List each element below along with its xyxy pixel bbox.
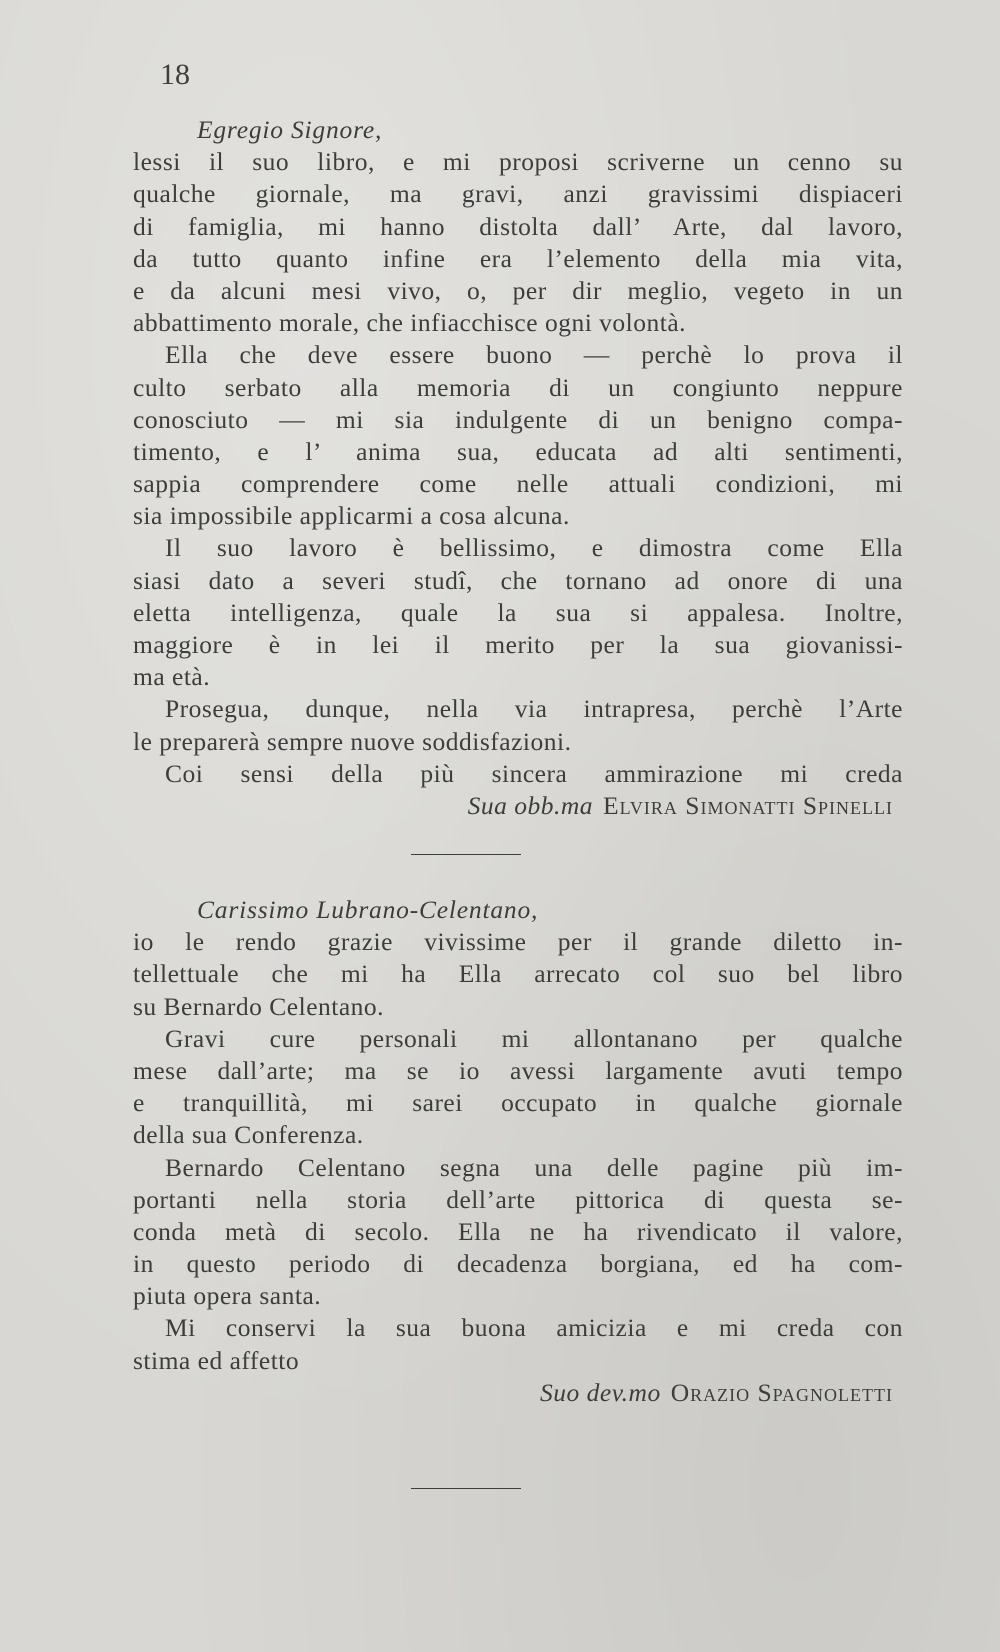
- text-line: Coi sensi della più sincera ammirazione mi creda: [165, 758, 903, 788]
- text-line: mese dall’arte; ma se io avessi largamente avuti tempo: [133, 1055, 903, 1085]
- letter-paragraph: [133, 926, 903, 1023]
- text-line: ma età.: [133, 662, 211, 692]
- text-line: della sua Conferenza.: [133, 1120, 364, 1150]
- text-line: sappia comprendere come nelle attuali condizioni, mi: [133, 469, 903, 499]
- letter-salutation: Egregio Signore,: [197, 115, 383, 144]
- text-line: sia impossibile applicarmi a cosa alcuna.: [133, 501, 570, 531]
- text-line: di famiglia, mi hanno distolta dall’ Arte, dal lavoro,: [133, 211, 903, 241]
- text-line: su Bernardo Celentano.: [133, 991, 385, 1021]
- text-line: e tranquillità, mi sarei occupato in qualche giornale: [133, 1088, 903, 1118]
- section-divider: [411, 854, 521, 855]
- text-line: Ella che deve essere buono — perchè lo prova il: [165, 340, 903, 370]
- text-line: Prosegua, dunque, nella via intrapresa, perchè l’Arte: [165, 694, 903, 724]
- text-line: da tutto quanto infine era l’elemento della mia vita,: [133, 243, 903, 273]
- text-line: portanti nella storia dell’arte pittorica di questa se-: [133, 1184, 903, 1214]
- signature-closing: Sua obb.ma: [467, 790, 593, 820]
- text-line: siasi dato a severi studî, che tornano ad onore di una: [133, 565, 903, 595]
- section-divider: [411, 1488, 521, 1489]
- signature-closing: Suo dev.mo: [540, 1377, 661, 1407]
- letter-paragraph: [133, 693, 903, 757]
- letter-paragraph: [133, 339, 903, 532]
- letter-simonatti: [133, 114, 903, 822]
- letter-paragraph: [133, 1152, 903, 1313]
- letter-paragraph: [133, 758, 903, 790]
- text-line: conosciuto — mi sia indulgente di un benigno compa-: [133, 404, 903, 434]
- letter-signature: [133, 790, 903, 822]
- text-line: qualche giornale, ma gravi, anzi gravissimi dispiaceri: [133, 179, 903, 209]
- letter-paragraph: [133, 1312, 903, 1376]
- text-line: conda metà di secolo. Ella ne ha rivendicato il valore,: [133, 1216, 903, 1246]
- text-line: lessi il suo libro, e mi proposi scriverne un cenno su: [133, 147, 903, 177]
- text-line: Gravi cure personali mi allontanano per qualche: [165, 1023, 903, 1053]
- page-number: 18: [160, 58, 190, 91]
- text-line: Bernardo Celentano segna una delle pagine più im-: [165, 1152, 903, 1182]
- text-line: e da alcuni mesi vivo, o, per dir meglio, vegeto in un: [133, 275, 903, 305]
- text-line: abbattimento morale, che infiacchisce ogni volontà.: [133, 308, 687, 338]
- letter-signature: [133, 1377, 903, 1409]
- text-line: tellettuale che mi ha Ella arrecato col suo bel libro: [133, 959, 903, 989]
- letter-paragraph: [133, 146, 903, 339]
- text-line: stima ed affetto: [133, 1345, 300, 1375]
- letter-spagnoletti: [133, 894, 903, 1409]
- text-line: Il suo lavoro è bellissimo, e dimostra come Ella: [165, 533, 903, 563]
- text-line: Mi conservi la sua buona amicizia e mi creda con: [165, 1313, 903, 1343]
- text-line: eletta intelligenza, quale la sua si appalesa. Inoltre,: [133, 597, 903, 627]
- text-line: in questo periodo di decadenza borgiana, ed ha com-: [133, 1249, 903, 1279]
- text-line: piuta opera santa.: [133, 1281, 322, 1311]
- text-line: culto serbato alla memoria di un congiunto neppure: [133, 372, 903, 402]
- text-line: timento, e l’ anima sua, educata ad alti sentimenti,: [133, 436, 903, 466]
- text-line: le preparerà sempre nuove soddisfazioni.: [133, 726, 572, 756]
- letter-salutation: Carissimo Lubrano-Celentano,: [197, 895, 539, 924]
- signature-name: Orazio Spagnoletti: [670, 1377, 893, 1407]
- letter-paragraph: [133, 532, 903, 693]
- text-line: io le rendo grazie vivissime per il grande diletto in-: [133, 927, 903, 957]
- signature-name: Elvira Simonatti Spinelli: [603, 790, 893, 820]
- text-line: maggiore è in lei il merito per la sua giovanissi-: [133, 630, 903, 660]
- letter-paragraph: [133, 1023, 903, 1152]
